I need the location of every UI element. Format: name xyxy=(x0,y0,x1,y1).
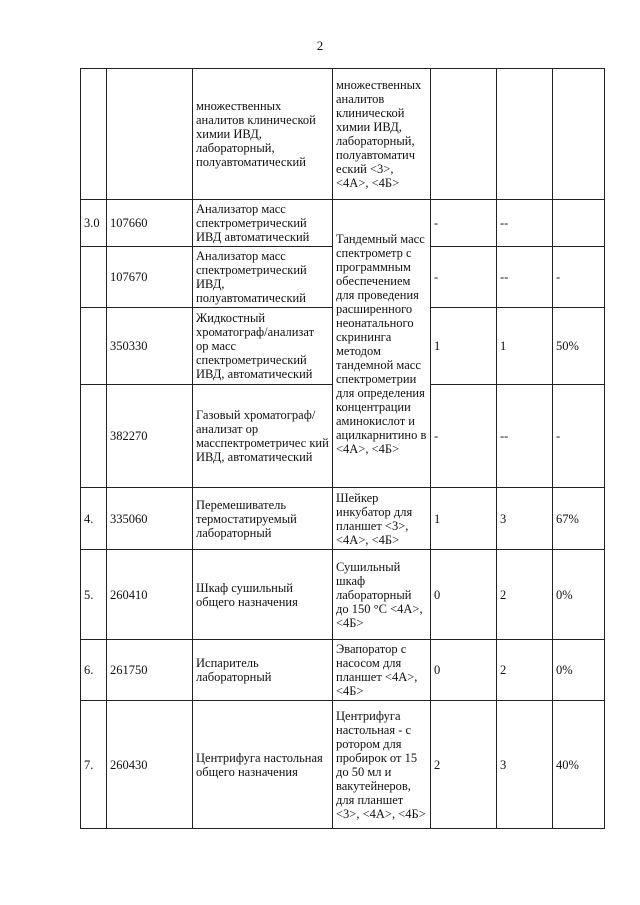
row-code xyxy=(107,69,193,200)
row-quantity-a xyxy=(431,69,497,200)
row-quantity-a: 2 xyxy=(431,701,497,829)
row-number: 3.0 xyxy=(81,200,107,247)
row-name: Анализатор масс спектрометрический ИВД, полуавтоматический xyxy=(193,247,333,308)
row-percent: 40% xyxy=(553,701,605,829)
row-code: 260430 xyxy=(107,701,193,829)
row-name: Шкаф сушильный общего назначения xyxy=(193,550,333,640)
row-quantity-a: - xyxy=(431,200,497,247)
row-quantity-b: -- xyxy=(497,247,553,308)
page-number: 2 xyxy=(316,38,324,53)
row-percent: 50% xyxy=(553,308,605,385)
row-number: 6. xyxy=(81,640,107,701)
row-quantity-b: 2 xyxy=(497,550,553,640)
row-quantity-b: -- xyxy=(497,385,553,488)
row-description: Шейкер инкубатор для планшет <3>, <4А>, <4Б> xyxy=(333,488,431,550)
row-name: Газовый хроматограф/анализат ор масспектрометричес кий ИВД, автоматический xyxy=(193,385,333,488)
row-code: 382270 xyxy=(107,385,193,488)
row-number: 7. xyxy=(81,701,107,829)
row-quantity-a: - xyxy=(431,247,497,308)
row-description: Эвапоратор с насосом для планшет <4А>, <4Б> xyxy=(333,640,431,701)
row-number xyxy=(81,247,107,308)
row-percent xyxy=(553,69,605,200)
row-quantity-b: -- xyxy=(497,200,553,247)
row-quantity-a: 0 xyxy=(431,640,497,701)
row-code: 107660 xyxy=(107,200,193,247)
table-row xyxy=(81,701,605,829)
table-row xyxy=(81,200,605,247)
equipment-table xyxy=(80,68,605,829)
row-description: Сушильный шкаф лабораторный до 150 °С <4А>, <4Б> xyxy=(333,550,431,640)
row-name: Центрифуга настольная общего назначения xyxy=(193,701,333,829)
row-name: множественных аналитов клинической химии ИВД, лабораторный, полуавтоматический xyxy=(193,69,333,200)
row-number xyxy=(81,308,107,385)
row-quantity-b: 2 xyxy=(497,640,553,701)
row-percent: 0% xyxy=(553,640,605,701)
row-percent: - xyxy=(553,247,605,308)
row-number: 5. xyxy=(81,550,107,640)
row-name: Анализатор масс спектрометрический ИВД автоматический xyxy=(193,200,333,247)
table-row xyxy=(81,69,605,200)
row-code: 107670 xyxy=(107,247,193,308)
row-code: 261750 xyxy=(107,640,193,701)
merged-description: Тандемный масс спектрометр с программным обеспечением для проведения расширенного неонатального скрининга методом тандемной масс спектрометрии для определения концентрации аминокислот и ацилкарнитино в <4А>, <4Б> xyxy=(333,200,431,488)
row-quantity-b: 3 xyxy=(497,488,553,550)
row-percent xyxy=(553,200,605,247)
row-quantity-a: - xyxy=(431,385,497,488)
row-quantity-b: 3 xyxy=(497,701,553,829)
row-code: 350330 xyxy=(107,308,193,385)
table-row xyxy=(81,488,605,550)
row-quantity-a: 1 xyxy=(431,488,497,550)
row-number: 4. xyxy=(81,488,107,550)
row-quantity-a: 0 xyxy=(431,550,497,640)
table-row xyxy=(81,550,605,640)
row-name: Перемешиватель термостатируемый лабораторный xyxy=(193,488,333,550)
row-number xyxy=(81,69,107,200)
table-row xyxy=(81,640,605,701)
row-description: множественных аналитов клинической химии ИВД, лабораторный, полуавтоматич еский <3>, <4А>, <4Б> xyxy=(333,69,431,200)
row-quantity-b xyxy=(497,69,553,200)
row-quantity-a: 1 xyxy=(431,308,497,385)
row-percent: 67% xyxy=(553,488,605,550)
row-description: Центрифуга настольная - с ротором для пробирок от 15 до 50 мл и вакутейнеров, для планшет <3>, <4А>, <4Б> xyxy=(333,701,431,829)
row-quantity-b: 1 xyxy=(497,308,553,385)
row-name: Испаритель лабораторный xyxy=(193,640,333,701)
row-code: 335060 xyxy=(107,488,193,550)
row-name: Жидкостный хроматограф/анализат ор масс спектрометрический ИВД, автоматический xyxy=(193,308,333,385)
row-number xyxy=(81,385,107,488)
row-code: 260410 xyxy=(107,550,193,640)
row-percent: 0% xyxy=(553,550,605,640)
row-percent: - xyxy=(553,385,605,488)
